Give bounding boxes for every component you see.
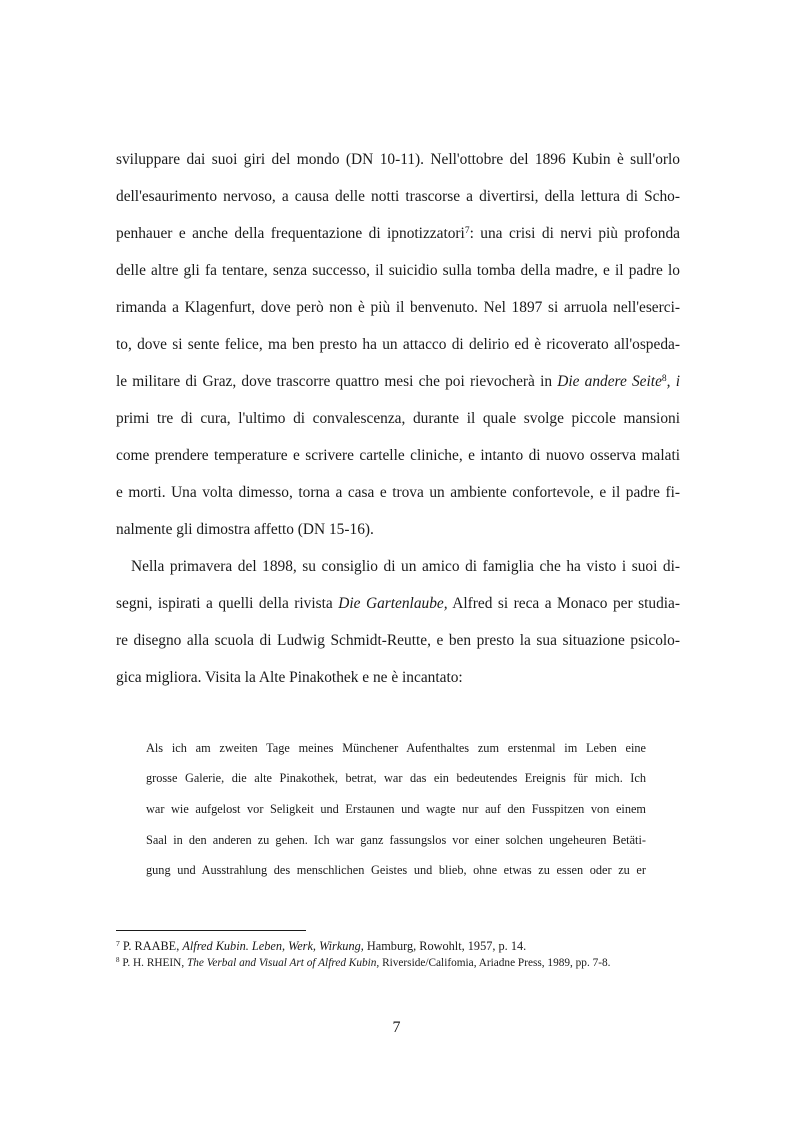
- footnote-publication: Hamburg, Rowohlt, 1957, p. 14.: [366, 939, 527, 953]
- footnote-ref-7[interactable]: 7: [464, 224, 470, 236]
- body-text: penhauer e anche della frequentazione di ipnotizzatori: [116, 225, 465, 242]
- body-text: Alfred si reca a Monaco per studia-: [447, 595, 680, 612]
- footnote-number: 8: [116, 956, 120, 965]
- body-text: , i: [666, 373, 680, 390]
- footnote-title: The Verbal and Visual Art of Alfred Kubin,: [186, 957, 380, 969]
- body-text: : una crisi di nervi più profonda: [469, 225, 680, 242]
- quote-line: gung und Ausstrahlung des menschlichen Geistes und blieb, ohne etwas zu essen oder zu er: [146, 863, 646, 877]
- footnote-author: P. RAABE,: [122, 939, 180, 953]
- quote-line: Als ich am zweiten Tage meines Münchener Aufenthaltes zum erstenmal im Leben eine: [146, 741, 646, 755]
- footnote-publication: Riverside/Califomia, Ariadne Press, 1989, pp. 7-8.: [382, 957, 611, 969]
- quote-line: war wie aufgelost vor Seligkeit und Erstaunen und wagte nur auf den Fusspitzen von einem: [146, 802, 646, 816]
- footnote-divider: [116, 930, 306, 931]
- page-number: 7: [392, 1019, 401, 1036]
- footnote-title: Alfred Kubin. Leben, Werk, Wirkung,: [182, 939, 364, 953]
- body-line: come prendere temperature e scrivere cartelle cliniche, e intanto di nuovo osserva malati: [116, 447, 680, 464]
- body-line: to, dove si sente felice, ma ben presto ha un attacco di delirio ed è ricoverato all'ospeda-: [116, 336, 680, 353]
- body-line: [116, 224, 680, 244]
- footnote-ref-8[interactable]: 8: [661, 372, 667, 384]
- body-line: nalmente gli dimostra affetto (DN 15-16).: [116, 521, 374, 538]
- footnote-8: [116, 956, 611, 971]
- body-line: primi tre di cura, l'ultimo di convalescenza, durante il quale svolge piccole mansioni: [116, 410, 680, 427]
- body-line: gica migliora. Visita la Alte Pinakothek e ne è incantato:: [116, 669, 463, 686]
- body-line: [116, 372, 680, 392]
- body-line: re disegno alla scuola di Ludwig Schmidt-Reutte, e ben presto la sua situazione psicolo-: [116, 632, 680, 649]
- magazine-title: Die Gartenlaube,: [338, 595, 448, 612]
- body-line: Nella primavera del 1898, su consiglio di un amico di famiglia che ha visto i suoi di-: [131, 558, 680, 575]
- quote-line: grosse Galerie, die alte Pinakothek, betrat, war das ein bedeutendes Ereignis für mich. Ich: [146, 771, 646, 785]
- body-line: rimanda a Klagenfurt, dove però non è più il benvenuto. Nel 1897 si arruola nell'eserci-: [116, 299, 680, 316]
- body-line: dell'esaurimento nervoso, a causa delle notti trascorse a divertirsi, della lettura di Scho-: [116, 188, 680, 205]
- body-text: segni, ispirati a quelli della rivista: [116, 595, 339, 612]
- body-text: le militare di Graz, dove trascorre quattro mesi che poi rievocherà in: [116, 373, 558, 390]
- body-line: delle altre gli fa tentare, senza successo, il suicidio sulla tomba della madre, e il padre lo: [116, 262, 680, 279]
- work-title: Die andere Seite: [557, 373, 662, 390]
- body-line: [116, 594, 680, 614]
- footnote-7: [116, 939, 526, 954]
- body-line: e morti. Una volta dimesso, torna a casa e trova un ambiente confortevole, e il padre fi-: [116, 484, 680, 501]
- quote-line: Saal in den anderen zu gehen. Ich war ganz fassungslos vor einer solchen ungeheuren Betäti-: [146, 833, 646, 847]
- body-line: sviluppare dai suoi giri del mondo (DN 10-11). Nell'ottobre del 1896 Kubin è sull'orlo: [116, 151, 680, 168]
- footnote-author: P. H. RHEIN,: [122, 957, 185, 969]
- footnote-number: 7: [116, 938, 120, 948]
